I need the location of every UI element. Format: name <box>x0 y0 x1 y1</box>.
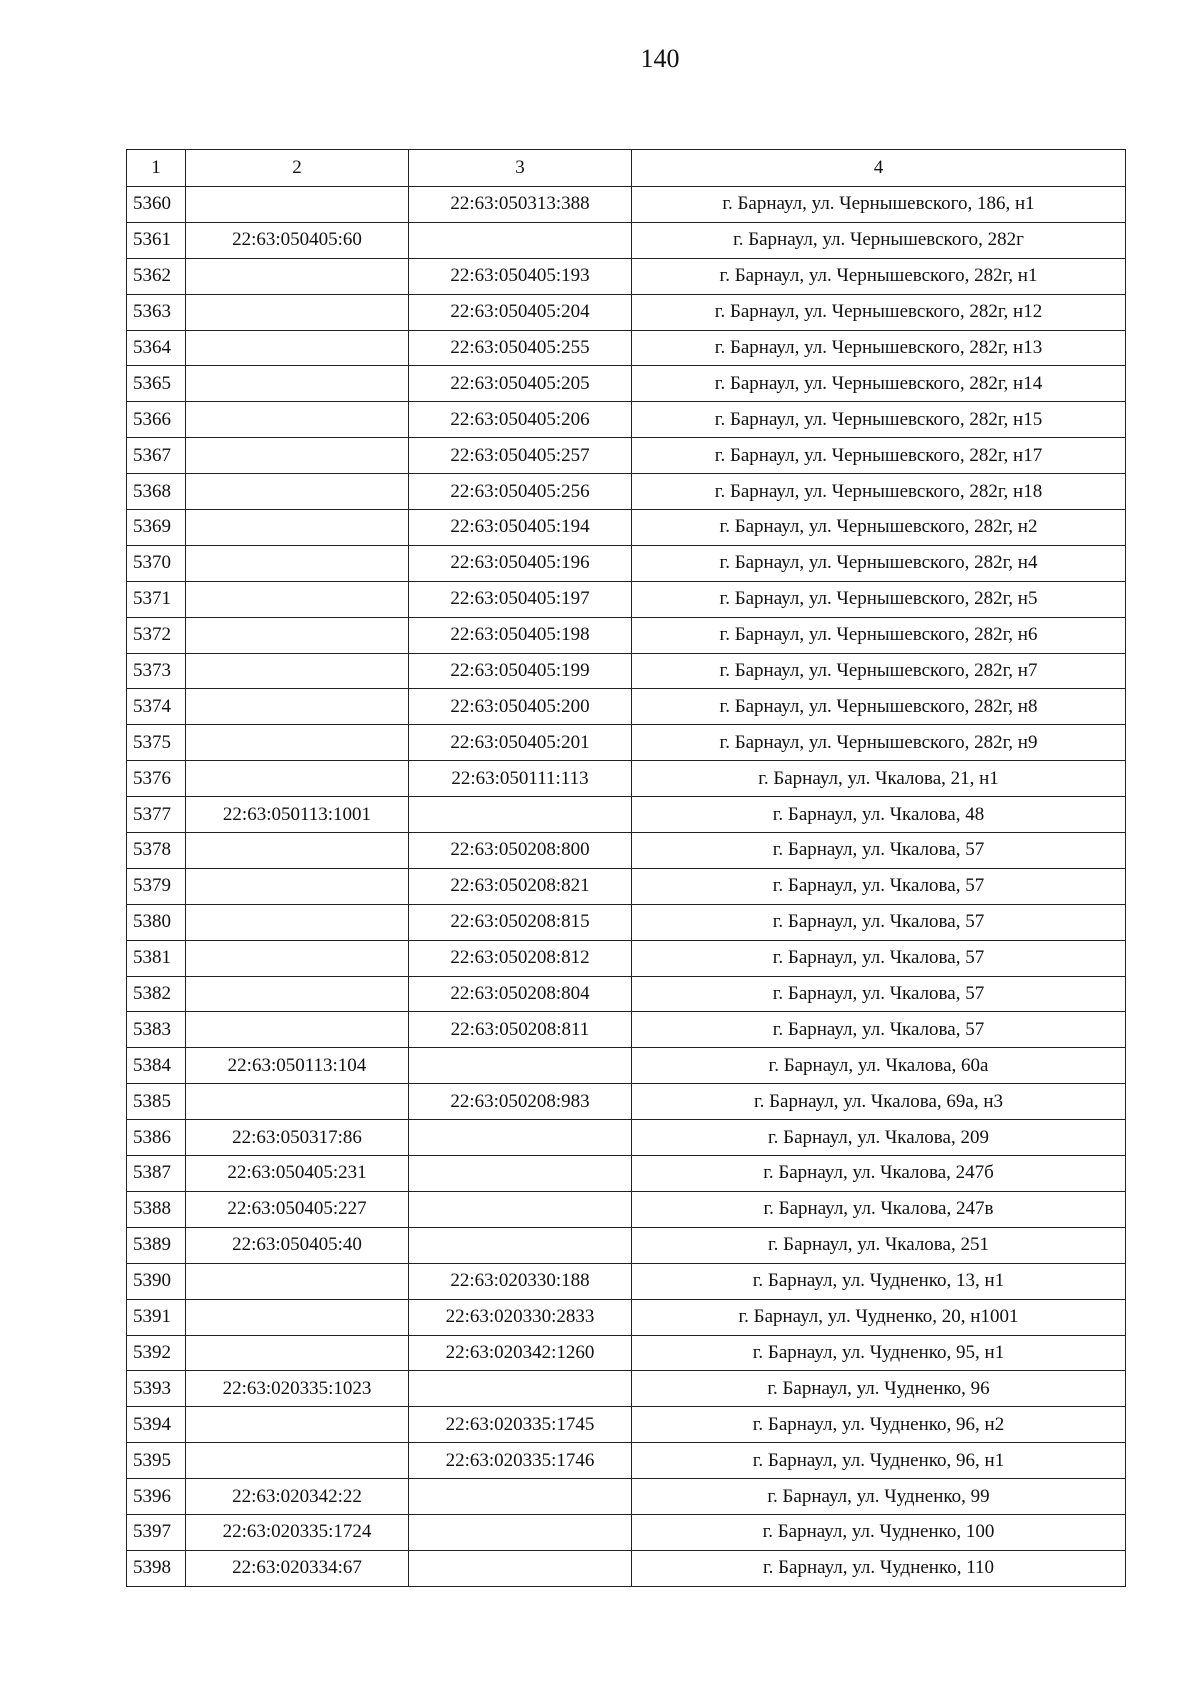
row-number-cell: 5387 <box>127 1156 186 1192</box>
address-cell: г. Барнаул, ул. Чудненко, 100 <box>632 1514 1126 1550</box>
table-row <box>127 1156 1126 1192</box>
row-number-cell: 5374 <box>127 689 186 725</box>
address-cell: г. Барнаул, ул. Чкалова, 57 <box>632 833 1126 869</box>
row-number-cell: 5386 <box>127 1120 186 1156</box>
parcel-number-cell: 22:63:050405:227 <box>186 1191 409 1227</box>
table-row <box>127 1443 1126 1479</box>
object-number-cell: 22:63:020330:188 <box>409 1263 632 1299</box>
object-number-cell: 22:63:050405:200 <box>409 689 632 725</box>
object-number-cell <box>409 1514 632 1550</box>
parcel-number-cell <box>186 258 409 294</box>
row-number-cell: 5383 <box>127 1012 186 1048</box>
address-cell: г. Барнаул, ул. Чернышевского, 282г, н15 <box>632 402 1126 438</box>
row-number-cell: 5376 <box>127 761 186 797</box>
object-number-cell: 22:63:050208:812 <box>409 940 632 976</box>
row-number-cell: 5394 <box>127 1407 186 1443</box>
row-number-cell: 5379 <box>127 868 186 904</box>
row-number-cell: 5361 <box>127 222 186 258</box>
parcel-number-cell <box>186 1084 409 1120</box>
row-number-cell: 5382 <box>127 976 186 1012</box>
table-row <box>127 1012 1126 1048</box>
parcel-number-cell: 22:63:020335:1023 <box>186 1371 409 1407</box>
object-number-cell <box>409 222 632 258</box>
address-cell: г. Барнаул, ул. Чкалова, 57 <box>632 1012 1126 1048</box>
address-cell: г. Барнаул, ул. Чкалова, 247б <box>632 1156 1126 1192</box>
address-cell: г. Барнаул, ул. Чернышевского, 282г, н9 <box>632 725 1126 761</box>
object-number-cell: 22:63:050208:804 <box>409 976 632 1012</box>
address-cell: г. Барнаул, ул. Чкалова, 247в <box>632 1191 1126 1227</box>
table-row <box>127 330 1126 366</box>
address-cell: г. Барнаул, ул. Чудненко, 13, н1 <box>632 1263 1126 1299</box>
row-number-cell: 5391 <box>127 1299 186 1335</box>
address-cell: г. Барнаул, ул. Чудненко, 99 <box>632 1479 1126 1515</box>
object-number-cell <box>409 1550 632 1586</box>
address-cell: г. Барнаул, ул. Чудненко, 96 <box>632 1371 1126 1407</box>
parcel-number-cell: 22:63:020334:67 <box>186 1550 409 1586</box>
parcel-number-cell <box>186 1407 409 1443</box>
object-number-cell: 22:63:050405:205 <box>409 366 632 402</box>
table-row <box>127 510 1126 546</box>
address-cell: г. Барнаул, ул. Чернышевского, 282г, н2 <box>632 510 1126 546</box>
address-cell: г. Барнаул, ул. Чкалова, 57 <box>632 868 1126 904</box>
object-number-cell: 22:63:020330:2833 <box>409 1299 632 1335</box>
address-cell: г. Барнаул, ул. Чернышевского, 282г, н6 <box>632 617 1126 653</box>
address-cell: г. Барнаул, ул. Чкалова, 48 <box>632 797 1126 833</box>
address-cell: г. Барнаул, ул. Чернышевского, 186, н1 <box>632 187 1126 223</box>
table-row <box>127 617 1126 653</box>
parcel-number-cell <box>186 330 409 366</box>
parcel-number-cell <box>186 581 409 617</box>
column-header-1: 1 <box>127 150 186 187</box>
parcel-number-cell: 22:63:020335:1724 <box>186 1514 409 1550</box>
table-row <box>127 1048 1126 1084</box>
object-number-cell: 22:63:050208:821 <box>409 868 632 904</box>
address-cell: г. Барнаул, ул. Чудненко, 96, н2 <box>632 1407 1126 1443</box>
column-header-3: 3 <box>409 150 632 187</box>
parcel-number-cell <box>186 1443 409 1479</box>
parcel-number-cell <box>186 940 409 976</box>
object-number-cell: 22:63:020335:1746 <box>409 1443 632 1479</box>
table-row <box>127 797 1126 833</box>
parcel-number-cell <box>186 1012 409 1048</box>
parcel-number-cell <box>186 1263 409 1299</box>
row-number-cell: 5389 <box>127 1227 186 1263</box>
parcel-number-cell: 22:63:050317:86 <box>186 1120 409 1156</box>
row-number-cell: 5360 <box>127 187 186 223</box>
row-number-cell: 5390 <box>127 1263 186 1299</box>
object-number-cell: 22:63:050208:983 <box>409 1084 632 1120</box>
address-cell: г. Барнаул, ул. Чернышевского, 282г, н18 <box>632 474 1126 510</box>
parcel-number-cell: 22:63:020342:22 <box>186 1479 409 1515</box>
parcel-number-cell <box>186 294 409 330</box>
address-cell: г. Барнаул, ул. Чернышевского, 282г, н7 <box>632 653 1126 689</box>
row-number-cell: 5362 <box>127 258 186 294</box>
row-number-cell: 5378 <box>127 833 186 869</box>
parcel-number-cell <box>186 904 409 940</box>
parcel-number-cell <box>186 1335 409 1371</box>
table-row <box>127 294 1126 330</box>
table-row <box>127 187 1126 223</box>
address-cell: г. Барнаул, ул. Чкалова, 57 <box>632 940 1126 976</box>
table-row <box>127 1227 1126 1263</box>
address-cell: г. Барнаул, ул. Чудненко, 20, н1001 <box>632 1299 1126 1335</box>
parcel-number-cell <box>186 187 409 223</box>
table-row <box>127 1120 1126 1156</box>
object-number-cell: 22:63:050208:811 <box>409 1012 632 1048</box>
parcel-number-cell <box>186 617 409 653</box>
row-number-cell: 5372 <box>127 617 186 653</box>
row-number-cell: 5367 <box>127 438 186 474</box>
parcel-number-cell <box>186 545 409 581</box>
row-number-cell: 5388 <box>127 1191 186 1227</box>
parcel-number-cell: 22:63:050405:231 <box>186 1156 409 1192</box>
object-number-cell: 22:63:050405:198 <box>409 617 632 653</box>
address-cell: г. Барнаул, ул. Чудненко, 96, н1 <box>632 1443 1126 1479</box>
table-row <box>127 1263 1126 1299</box>
object-number-cell <box>409 1048 632 1084</box>
table-row <box>127 438 1126 474</box>
object-number-cell: 22:63:050405:257 <box>409 438 632 474</box>
address-cell: г. Барнаул, ул. Чкалова, 21, н1 <box>632 761 1126 797</box>
table-row <box>127 581 1126 617</box>
object-number-cell <box>409 1120 632 1156</box>
table-row <box>127 653 1126 689</box>
row-number-cell: 5371 <box>127 581 186 617</box>
table-row <box>127 222 1126 258</box>
object-number-cell: 22:63:050405:194 <box>409 510 632 546</box>
object-number-cell: 22:63:050405:199 <box>409 653 632 689</box>
table-header-row <box>127 150 1126 187</box>
address-cell: г. Барнаул, ул. Чернышевского, 282г <box>632 222 1126 258</box>
parcel-number-cell <box>186 510 409 546</box>
table-row <box>127 868 1126 904</box>
page-number: 140 <box>640 44 680 73</box>
table-row <box>127 1191 1126 1227</box>
parcel-number-cell <box>186 689 409 725</box>
address-cell: г. Барнаул, ул. Чкалова, 251 <box>632 1227 1126 1263</box>
parcel-number-cell <box>186 438 409 474</box>
object-number-cell: 22:63:050313:388 <box>409 187 632 223</box>
object-number-cell: 22:63:050208:800 <box>409 833 632 869</box>
parcel-number-cell <box>186 868 409 904</box>
address-cell: г. Барнаул, ул. Чернышевского, 282г, н14 <box>632 366 1126 402</box>
parcel-number-cell <box>186 653 409 689</box>
address-cell: г. Барнаул, ул. Чернышевского, 282г, н17 <box>632 438 1126 474</box>
object-number-cell: 22:63:050405:256 <box>409 474 632 510</box>
object-number-cell <box>409 1371 632 1407</box>
address-cell: г. Барнаул, ул. Чернышевского, 282г, н1 <box>632 258 1126 294</box>
address-cell: г. Барнаул, ул. Чкалова, 209 <box>632 1120 1126 1156</box>
table-row <box>127 1084 1126 1120</box>
address-cell: г. Барнаул, ул. Чкалова, 57 <box>632 904 1126 940</box>
object-number-cell: 22:63:050208:815 <box>409 904 632 940</box>
table-row <box>127 1407 1126 1443</box>
row-number-cell: 5375 <box>127 725 186 761</box>
parcel-number-cell <box>186 833 409 869</box>
row-number-cell: 5370 <box>127 545 186 581</box>
table-row <box>127 904 1126 940</box>
object-number-cell <box>409 1227 632 1263</box>
table-row <box>127 1514 1126 1550</box>
parcel-number-cell: 22:63:050113:1001 <box>186 797 409 833</box>
address-cell: г. Барнаул, ул. Чкалова, 69а, н3 <box>632 1084 1126 1120</box>
object-number-cell: 22:63:050405:197 <box>409 581 632 617</box>
table-row <box>127 1550 1126 1586</box>
parcel-number-cell <box>186 366 409 402</box>
row-number-cell: 5368 <box>127 474 186 510</box>
address-cell: г. Барнаул, ул. Чкалова, 60а <box>632 1048 1126 1084</box>
row-number-cell: 5397 <box>127 1514 186 1550</box>
column-header-2: 2 <box>186 150 409 187</box>
table-row <box>127 258 1126 294</box>
parcel-number-cell <box>186 976 409 1012</box>
row-number-cell: 5393 <box>127 1371 186 1407</box>
object-number-cell <box>409 1156 632 1192</box>
table-row <box>127 761 1126 797</box>
parcel-number-cell: 22:63:050113:104 <box>186 1048 409 1084</box>
row-number-cell: 5392 <box>127 1335 186 1371</box>
row-number-cell: 5369 <box>127 510 186 546</box>
table-row <box>127 366 1126 402</box>
object-number-cell <box>409 1479 632 1515</box>
table-row <box>127 545 1126 581</box>
object-number-cell: 22:63:050405:204 <box>409 294 632 330</box>
row-number-cell: 5364 <box>127 330 186 366</box>
row-number-cell: 5366 <box>127 402 186 438</box>
address-cell: г. Барнаул, ул. Чкалова, 57 <box>632 976 1126 1012</box>
parcel-number-cell <box>186 761 409 797</box>
table-row <box>127 1335 1126 1371</box>
row-number-cell: 5396 <box>127 1479 186 1515</box>
row-number-cell: 5395 <box>127 1443 186 1479</box>
table-row <box>127 833 1126 869</box>
table-row <box>127 976 1126 1012</box>
row-number-cell: 5380 <box>127 904 186 940</box>
parcel-number-cell <box>186 725 409 761</box>
address-cell: г. Барнаул, ул. Чернышевского, 282г, н13 <box>632 330 1126 366</box>
table-row <box>127 474 1126 510</box>
object-number-cell <box>409 797 632 833</box>
table-row <box>127 689 1126 725</box>
parcel-number-cell <box>186 402 409 438</box>
table-row <box>127 940 1126 976</box>
table-row <box>127 402 1126 438</box>
row-number-cell: 5384 <box>127 1048 186 1084</box>
object-number-cell: 22:63:050405:196 <box>409 545 632 581</box>
address-cell: г. Барнаул, ул. Чернышевского, 282г, н12 <box>632 294 1126 330</box>
table-row <box>127 1479 1126 1515</box>
row-number-cell: 5381 <box>127 940 186 976</box>
address-cell: г. Барнаул, ул. Чудненко, 110 <box>632 1550 1126 1586</box>
parcel-number-cell: 22:63:050405:40 <box>186 1227 409 1263</box>
object-number-cell: 22:63:050405:193 <box>409 258 632 294</box>
address-cell: г. Барнаул, ул. Чернышевского, 282г, н5 <box>632 581 1126 617</box>
object-number-cell: 22:63:050405:201 <box>409 725 632 761</box>
row-number-cell: 5365 <box>127 366 186 402</box>
parcel-number-cell <box>186 1299 409 1335</box>
row-number-cell: 5398 <box>127 1550 186 1586</box>
table-body <box>127 187 1126 1587</box>
table-row <box>127 725 1126 761</box>
parcel-number-cell: 22:63:050405:60 <box>186 222 409 258</box>
object-number-cell <box>409 1191 632 1227</box>
table-row <box>127 1371 1126 1407</box>
object-number-cell: 22:63:050405:206 <box>409 402 632 438</box>
object-number-cell: 22:63:050405:255 <box>409 330 632 366</box>
object-number-cell: 22:63:050111:113 <box>409 761 632 797</box>
row-number-cell: 5377 <box>127 797 186 833</box>
table-row <box>127 1299 1126 1335</box>
row-number-cell: 5373 <box>127 653 186 689</box>
address-cell: г. Барнаул, ул. Чудненко, 95, н1 <box>632 1335 1126 1371</box>
parcel-number-cell <box>186 474 409 510</box>
property-table <box>126 149 1126 1587</box>
column-header-4: 4 <box>632 150 1126 187</box>
object-number-cell: 22:63:020342:1260 <box>409 1335 632 1371</box>
address-cell: г. Барнаул, ул. Чернышевского, 282г, н4 <box>632 545 1126 581</box>
row-number-cell: 5385 <box>127 1084 186 1120</box>
object-number-cell: 22:63:020335:1745 <box>409 1407 632 1443</box>
row-number-cell: 5363 <box>127 294 186 330</box>
address-cell: г. Барнаул, ул. Чернышевского, 282г, н8 <box>632 689 1126 725</box>
